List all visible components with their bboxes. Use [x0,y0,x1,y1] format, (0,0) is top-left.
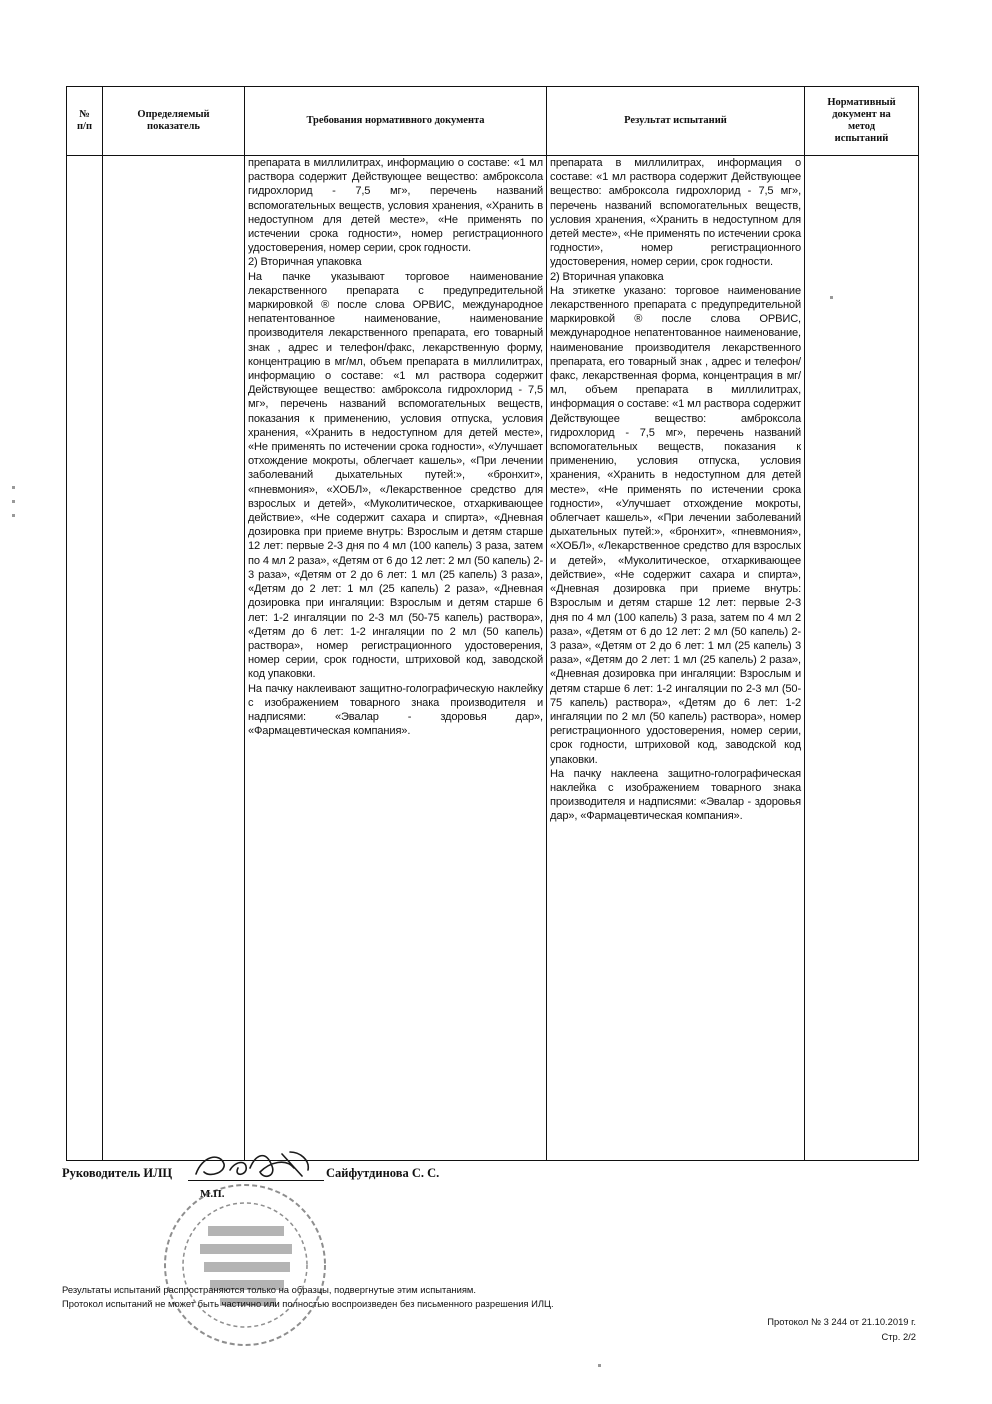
result-text: препарата в миллилитрах, информация о составе: «1 мл раствора содержит Действующее вещество: амброксола гидрохлорид - 7,5 мг», перечень названий вспомогательных веществ, условия хранения, «Хранить в недоступном для детей месте», «Не применять по истечении срока годности», номер регистрационного удостоверения, номер серии, срок годности. 2) Вторичная упаковка На этикетке указано: торговое наименование лекарственного препарата с предупредительной маркировкой ® после слова ОРВИС, международное непатентованное наименование, наименование производителя лекарственного препарата, его товарный знак , адрес и телефон/факс, лекарственная форма, концентрация в мг/мл, объем препарата в миллилитрах, информация о составе: «1 мл раствора содержит Действующее вещество: амброксола гидрохлорид - 7,5 мг», перечень названий вспомогательных веществ, показания к применению, условия отпуска, условия хранения, «Хранить в недоступном для детей месте», «Не применять по истечении срока годности», «Улучшает отхождение мокроты, облегчает кашель», «При лечении заболеваний дыхательных путей:», «бронхит», «пневмония», «ХОБЛ», «Лекарственное средство для взрослых и детей», «Муколитическое, отхаркивающее действие», «Не содержит сахара и спирта», «Дневная дозировка при приеме внутрь: Взрослым и детям старше 12 лет: первые 2-3 дня по 4 мл (100 капель) 3 раза, затем по 4 мл 2 раза», «Детям от 6 до 12 лет: 2 мл (50 капель) 2-3 раза», «Детям от 2 до 6 лет: 1 мл (25 капель) 3 раза», «Детям до 2 лет: 1 мл (25 капель) 2 раза», «Дневная дозировка при ингаляции: Взрослым и детям старше 6 лет: 1-2 ингаляции по 2-3 мл (50-75 капель) раствора», «Детям до 6 лет: 1-2 ингаляции по 2 мл (50 капель) раствора», номер регистрационного удостоверения, номер серии, срок годности, штриховой код, заводской код упаковки. На пачку наклеена защитно-голографическая наклейка с изображением товарного знака производителя и надписями: «Эвалар - здоровья дар», «Фармацевтическая компания». [550,157,801,823]
scan-speck [12,514,15,517]
scan-speck [12,486,15,489]
results-scope-note: Результаты испытаний распространяются только на образцы, подвергнутые этим испытаниям. [62,1284,476,1295]
scan-speck [598,1364,601,1367]
header-indicator: Определяемый показатель [103,87,245,156]
reproduction-note: Протокол испытаний не может быть частично или полностью воспроизведен без письменного разрешения ИЛЦ. [62,1298,554,1309]
test-results-table [66,86,919,1161]
table-header-row [67,87,919,156]
cell-method [805,156,919,1161]
requirements-text: препарата в миллилитрах, информацию о составе: «1 мл раствора содержит Действующее вещество: амброксола гидрохлорид - 7,5 мг», перечень названий вспомогательных веществ, условия хранения, «Хранить в недоступном для детей месте», «Не применять по истечении срока годности», номер регистрационного удостоверения, номер серии, срок годности. 2) Вторичная упаковка На пачке указывают торговое наименование лекарственного препарата с предупредительной маркировкой ® после слова ОРВИС, международное непатентованное наименование, наименование производителя лекарственного препарата, его товарный знак , адрес и телефон/факс, лекарственную форму, концентрацию в мг/мл, объем препарата в миллилитрах, информацию о составе: «1 мл раствора содержит Действующее вещество: амброксола гидрохлорид - 7,5 мг», перечень названий вспомогательных веществ, показания к применению, условия отпуска, условия хранения, «Хранить в недоступном для детей месте», «Не применять по истечении срока годности», «Улучшает отхождение мокроты, облегчает кашель», «При лечении заболеваний дыхательных путей:», «бронхит», «пневмония», «ХОБЛ», «Лекарственное средство для взрослых и детей», «Муколитическое, отхаркивающее действие», «Не содержит сахара и спирта», «Дневная дозировка при приеме внутрь: Взрослым и детям старше 12 лет: первые 2-3 дня по 4 мл (100 капель) 3 раза, затем по 4 мл 2 раза», «Детям от 6 до 12 лет: 2 мл (50 капель) 2-3 раза», «Детям от 2 до 6 лет: 1 мл (25 капель) 3 раза», «Детям до 2 лет: 1 мл (25 капель) 2 раза», «Дневная дозировка при ингаляции: Взрослым и детям старше 6 лет: 1-2 ингаляции по 2-3 мл (50-75 капель) раствора», «Детям до 6 лет: 1-2 ингаляции по 2 мл (50 капель) раствора», номер регистрационного удостоверения, номер серии, срок годности, штриховой код, заводской код упаковки. На пачку наклеивают защитно-голографическую наклейку с изображением товарного знака производителя и надписями: «Эвалар - здоровья дар», «Фармацевтическая компания». [248,157,543,738]
scan-speck [830,296,833,299]
cell-requirements [245,156,547,1161]
page-number: Стр. 2/2 [881,1331,916,1342]
protocol-number: Протокол № 3 244 от 21.10.2019 г. [767,1316,916,1327]
head-of-lab-name: Сайфутдинова С. С. [326,1166,440,1180]
stamp-place-label: М.П. [200,1188,225,1200]
header-method: Нормативный документ на метод испытаний [805,87,919,156]
cell-result [547,156,805,1161]
header-result: Результат испытаний [547,87,805,156]
round-seal-stamp [160,1180,330,1350]
header-requirements: Требования нормативного документа [245,87,547,156]
head-of-lab-label: Руководитель ИЛЦ [62,1166,173,1180]
header-number: № п/п [67,87,103,156]
cell-number [67,156,103,1161]
scan-speck [12,500,15,503]
table-row [67,156,919,1161]
cell-indicator [103,156,245,1161]
